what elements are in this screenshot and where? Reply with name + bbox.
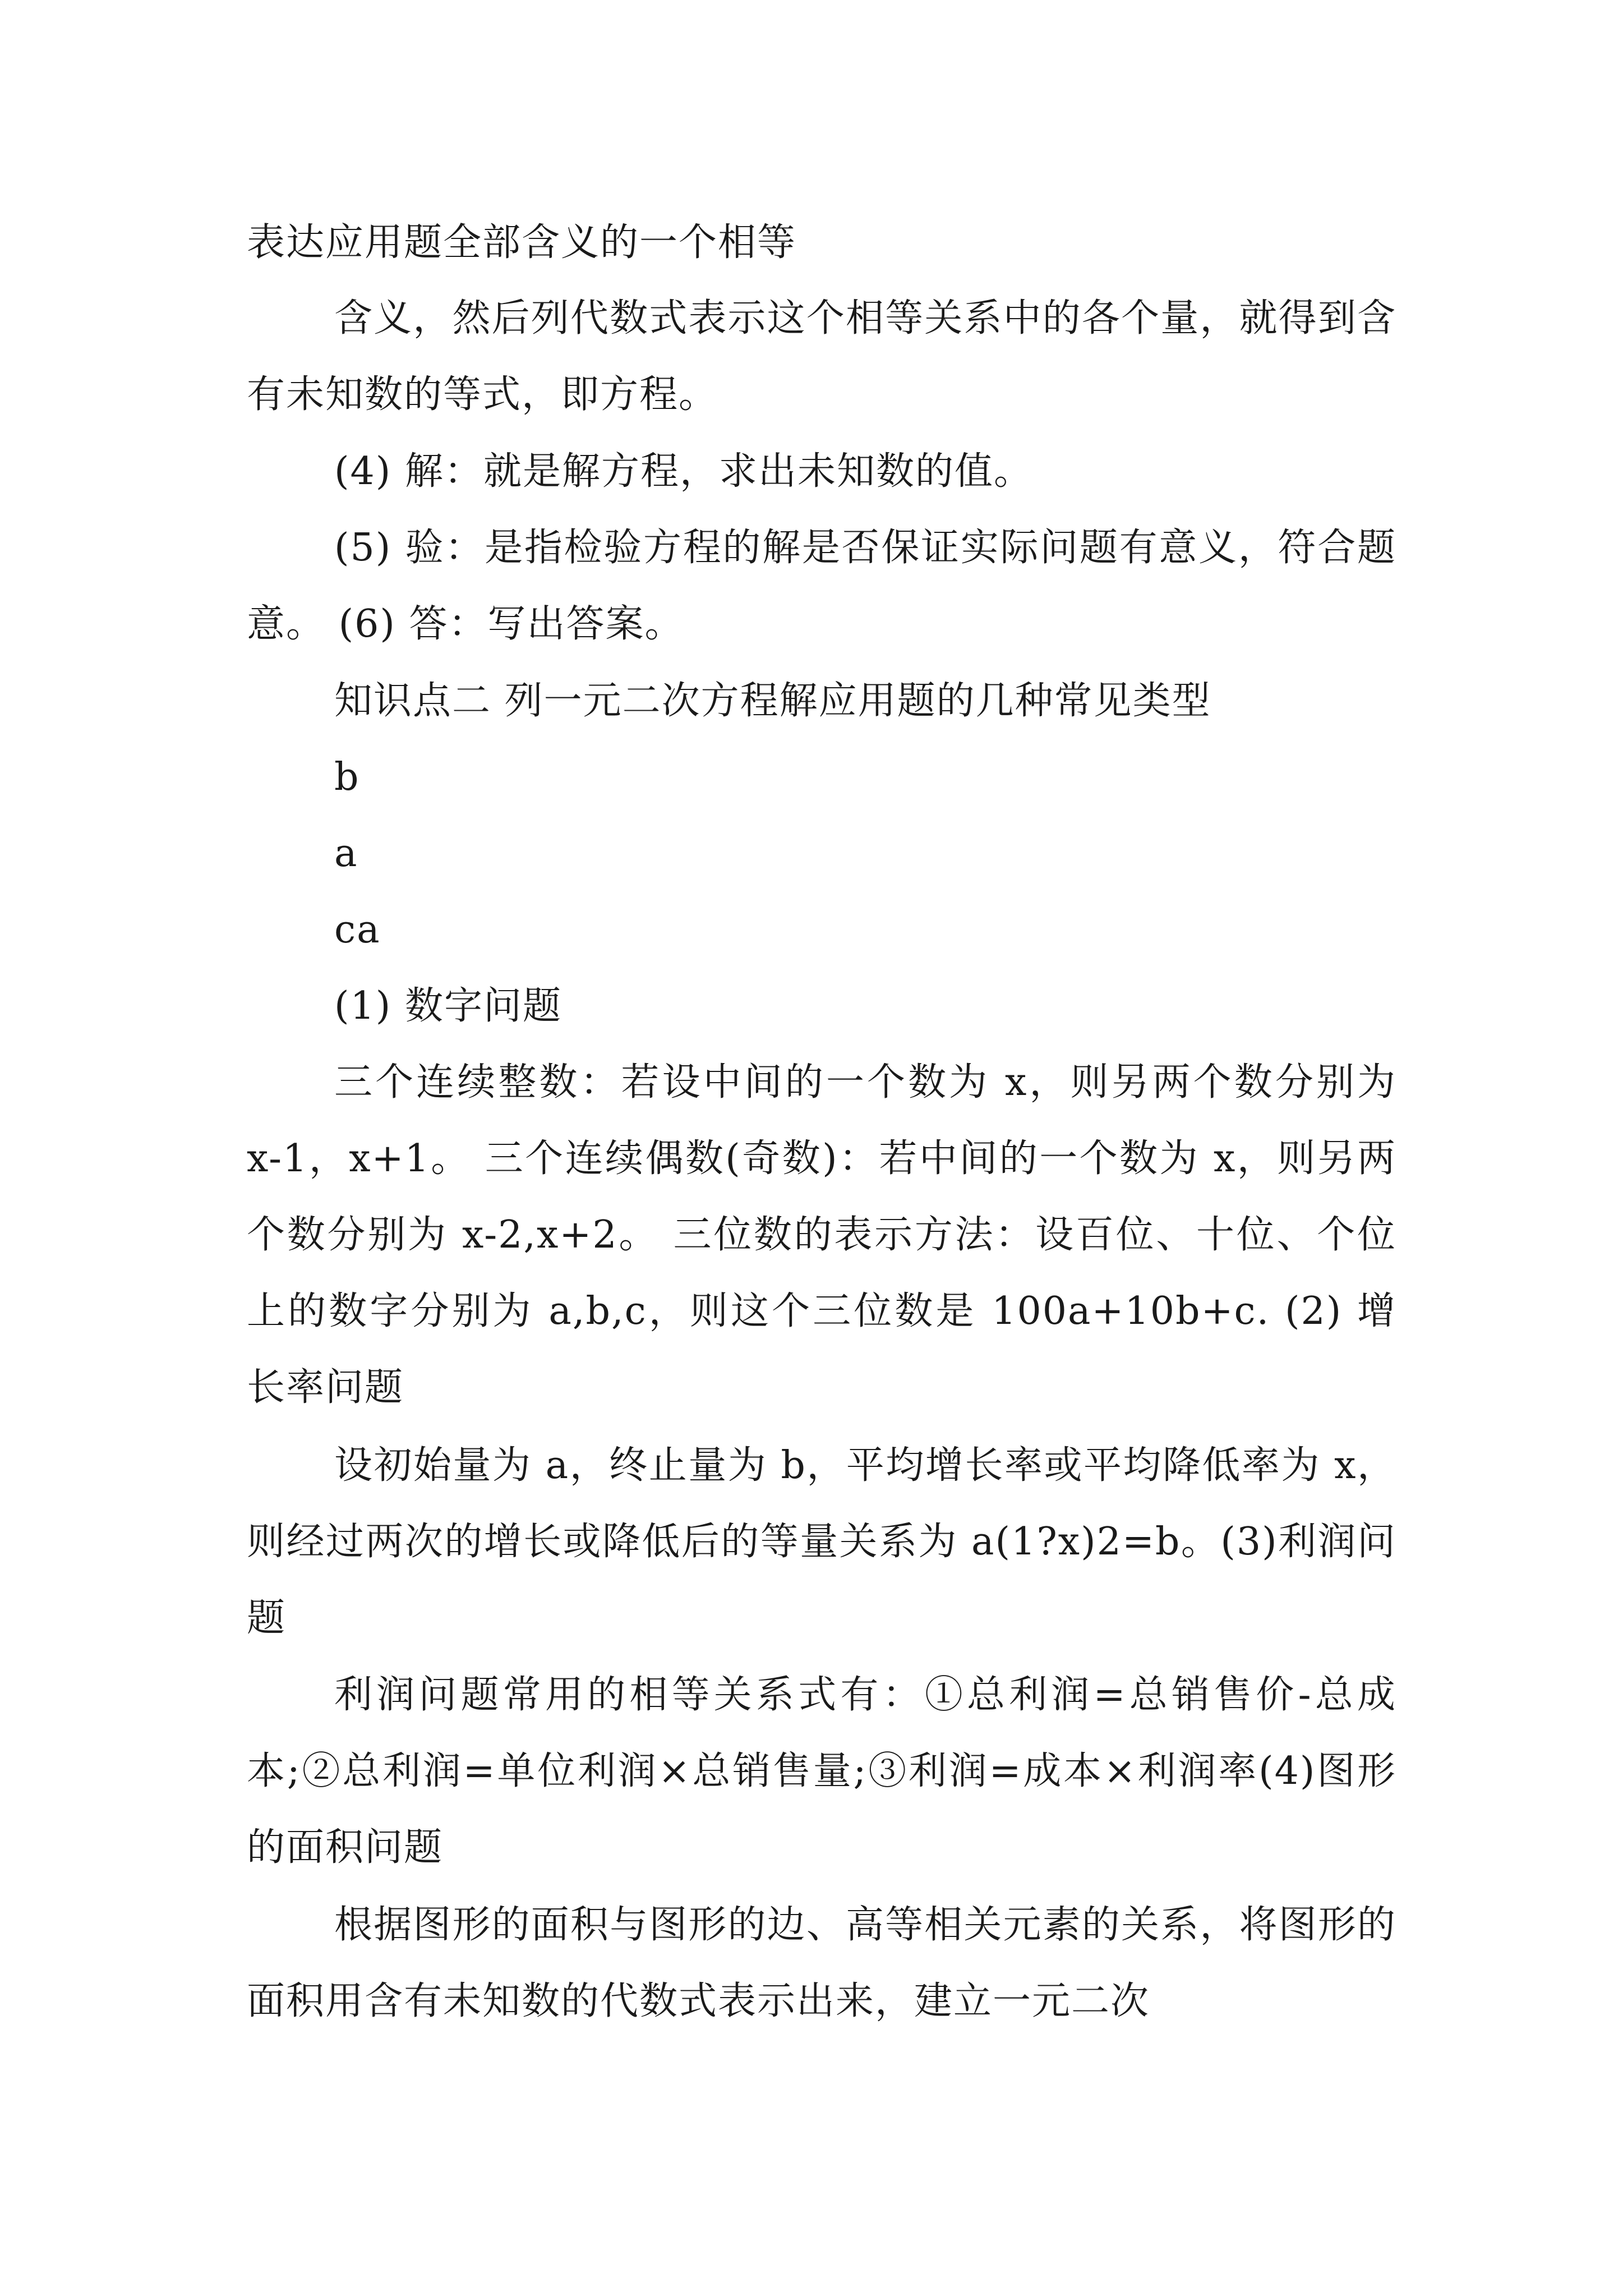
- stray-letters-ca: ca: [334, 908, 381, 952]
- paragraph-area: 根据图形的面积与图形的边、高等相关元素的关系，将图形的面积用含有未知数的代数式表示出来，建立一元二次: [247, 1903, 1396, 2023]
- paragraph-step-check-answer: (5) 验：是指检验方程的解是否保证实际问题有意义，符合题意。 (6) 答：写出答案。: [247, 526, 1396, 646]
- stray-letter-b: b: [334, 755, 360, 799]
- subheading-number-problems: (1) 数字问题: [334, 984, 562, 1028]
- paragraph-meaning: 含义，然后列代数式表示这个相等关系中的各个量，就得到含有未知数的等式，即方程。: [247, 296, 1396, 417]
- paragraph-growth-rate: 设初始量为 a，终止量为 b，平均增长率或平均降低率为 x，则经过两次的增长或降低后的等量关系为 a(1?x)2=b。(3)利润问题: [247, 1443, 1396, 1640]
- paragraph-number-problems: 三个连续整数：若设中间的一个数为 x，则另两个数分别为 x-1，x+1。 三个连续偶数(奇数)：若中间的一个数为 x，则另两个数分别为 x-2,x+2。 三位数的表示方法：设百位、十位、个位上的数字分别为 a,b,c，则这个三位数是 100a+10b+c. (2) 增长率问题: [247, 1060, 1396, 1410]
- section-heading-knowledge-point-2: 知识点二 列一元二次方程解应用题的几种常见类型: [334, 679, 1211, 723]
- paragraph-profit: 利润问题常用的相等关系式有：①总利润=总销售价-总成本;②总利润=单位利润×总销售量;③利润=成本×利润率(4)图形的面积问题: [247, 1673, 1396, 1870]
- paragraph-intro-fragment: 表达应用题全部含义的一个相等: [247, 220, 797, 265]
- paragraph-step-solve: (4) 解：就是解方程，求出未知数的值。: [334, 449, 1033, 494]
- stray-letter-a: a: [334, 831, 358, 876]
